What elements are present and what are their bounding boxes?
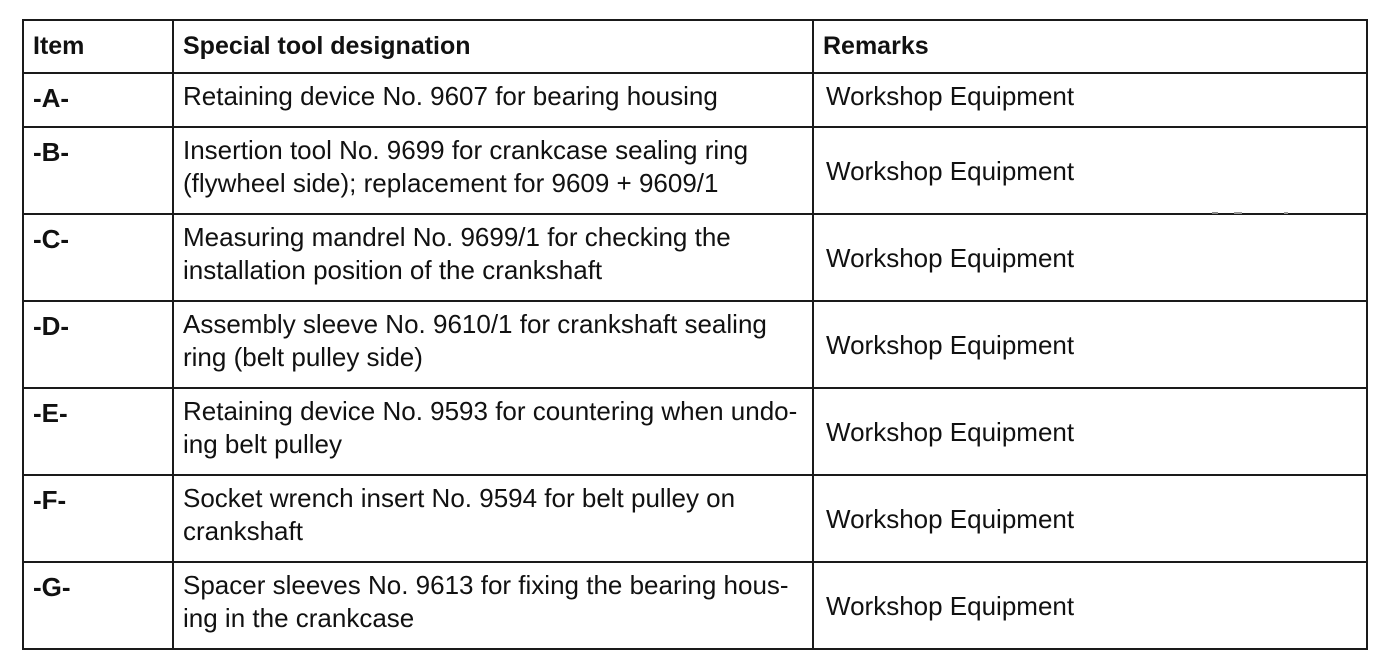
designation-cell: [173, 562, 813, 649]
header-row: [23, 20, 1367, 73]
item-cell: -G-: [23, 562, 173, 649]
table-header: [23, 20, 1367, 73]
special-tools-table: [22, 19, 1368, 650]
designation-line: Measuring mandrel No. 9699/1 for checking the: [183, 222, 731, 252]
header-designation: Special tool designation: [173, 20, 813, 73]
scan-artifact-mark: [1212, 212, 1292, 214]
header-remarks: Remarks: [813, 20, 1367, 73]
item-cell: -F-: [23, 475, 173, 562]
designation-line: Assembly sleeve No. 9610/1 for crankshaft sealing: [183, 309, 767, 339]
designation-cell: [173, 73, 813, 127]
designation-line: crankshaft: [183, 516, 303, 546]
table-row: [23, 388, 1367, 475]
table-row: [23, 127, 1367, 214]
designation-line: Insertion tool No. 9699 for crankcase sealing ring: [183, 135, 749, 165]
remarks-cell: Workshop Equipment: [813, 127, 1367, 214]
item-cell: -E-: [23, 388, 173, 475]
remarks-cell: Workshop Equipment: [813, 388, 1367, 475]
designation-line: ring (belt pulley side): [183, 342, 423, 372]
designation-cell: [173, 475, 813, 562]
item-cell: -D-: [23, 301, 173, 388]
designation-line: ing belt pulley: [183, 429, 342, 459]
designation-line: Spacer sleeves No. 9613 for fixing the bearing hous-: [183, 570, 789, 600]
designation-cell: [173, 214, 813, 301]
remarks-cell: Workshop Equipment: [813, 73, 1367, 127]
item-cell: -A-: [23, 73, 173, 127]
table-body: [23, 73, 1367, 649]
designation-line: ing in the crankcase: [183, 603, 415, 633]
remarks-cell: Workshop Equipment: [813, 475, 1367, 562]
designation-cell: [173, 127, 813, 214]
table-row: [23, 301, 1367, 388]
remarks-cell: Workshop Equipment: [813, 562, 1367, 649]
remarks-cell: Workshop Equipment: [813, 214, 1367, 301]
designation-line: Retaining device No. 9593 for countering when undo-: [183, 396, 798, 426]
designation-line: installation position of the crankshaft: [183, 255, 603, 285]
designation-cell: [173, 301, 813, 388]
table-row: [23, 475, 1367, 562]
header-item: Item: [23, 20, 173, 73]
table-row: [23, 562, 1367, 649]
remarks-cell: Workshop Equipment: [813, 301, 1367, 388]
item-cell: -C-: [23, 214, 173, 301]
designation-cell: [173, 388, 813, 475]
table-row: [23, 73, 1367, 127]
designation-line: Socket wrench insert No. 9594 for belt pulley on: [183, 483, 736, 513]
item-cell: -B-: [23, 127, 173, 214]
designation-line: Retaining device No. 9607 for bearing housing: [183, 81, 718, 111]
table-row: [23, 214, 1367, 301]
designation-line: (flywheel side); replacement for 9609 + 9609/1: [183, 168, 719, 198]
